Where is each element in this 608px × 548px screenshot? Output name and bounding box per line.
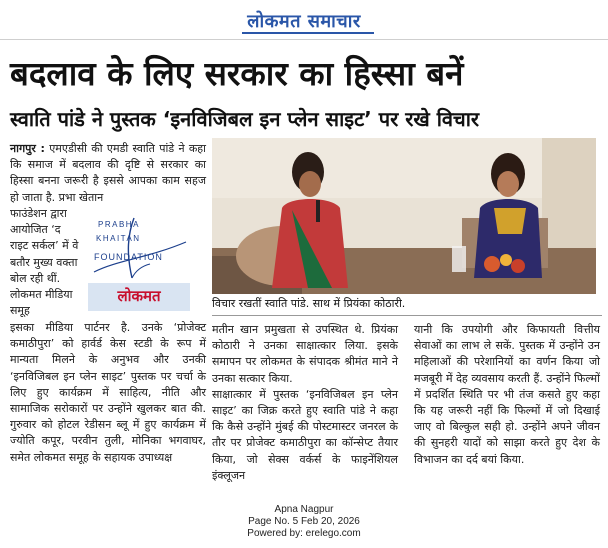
article-col3: यानी कि उपयोगी और किफायती वित्तीय सेवाओं का लाभ ले सकें. पुस्तक में उन्होंने उन महिलाओं की परेशानियों का वर्णन किया जो मजबूरी में देह व्यवसाय करती हैं. उन्होंने फिल्मों में प्रदर्शित स्थिति पर भी तंज कसते हुए कहा कि यह जरूरी नहीं कि फिल्मों में जो दिखाई जाए वो बिल्कुल सही हो. उन्होंने अपने जीवन की सुनहरी यादों को साझा करते हुए देश के विभाजन का दर्द बयां किया. [414, 323, 600, 466]
article-col2-paragraph-1: मतीन खान प्रमुखता से उपस्थित थे. प्रियंका कोठारी ने उनका साक्षात्कार लिया. इसके समापन पर लोकमत के संपादक श्रीमंत माने ने उनका सत्कार किया. [212, 323, 398, 385]
footer-powered-by: Powered by: erelego.com [247, 528, 361, 539]
masthead [0, 0, 608, 40]
headline: बदलाव के लिए सरकार का हिस्सा बनें [10, 54, 464, 93]
article-col1-top-text: एमएडीसी की एमडी स्वाति पांडे ने कहा कि समाज में बदलाव की दृष्टि से सरकार का हिस्सा बनना जरूरी है इससे आपका काम सहज हो जाता है. प्रभा खेतान [10, 142, 206, 204]
article-col2-paragraph-2: साक्षात्कार में पुस्तक ‘इनविजिबल इन प्लेन साइट’ का जिक्र करते हुए स्वाति पांडे ने कहा कि कैसे उन्होंने मुंबई की पोस्टमास्टर जनरल के तौर पर प्रोजेक्ट कमाठीपुरा का कॉन्सेप्ट तैयार किया, जो सेक्स वर्कर्स के फाइनेंशियल इंक्लूजन [212, 387, 398, 482]
article-col2 [212, 322, 398, 484]
dateline: नागपुर : [10, 142, 45, 155]
newspaper-name: लोकमत समाचार [247, 11, 361, 32]
prabha-khaitan-foundation-logo [88, 212, 192, 284]
footer-page-date: Page No. 5 Feb 20, 2026 [248, 516, 360, 527]
page-footer [0, 504, 608, 540]
logo-line-2: KHAITAN [96, 234, 141, 243]
article-col1-top [10, 141, 206, 206]
lokmat-logo-text: लोकमत [117, 287, 161, 305]
event-photo [212, 138, 596, 294]
lokmat-logo [88, 283, 190, 311]
article-col1-bottom: इसका मीडिया पार्टनर है. उनके ‘प्रोजेक्ट कमाठीपुरा’ को हार्वर्ड केस स्टडी के रूप में मान्यता मिलने के अनुभव और उनकी ‘इनविजिबल इन प्लेन साइट’ पुस्तक पर चर्चा के लिए हुए कार्यक्रम में साहित्य, नीति और सामाजिक सरोकारों पर उन्होंने खुलकर बात की. गुरुवार को होटल रेडीसन ब्लू में हुए कार्यक्रम में ज्योति कपूर, परवीन तुली, मोनिका भगवाघर, समेत लोकमत समूह के सहायक उपाध्यक्ष [10, 321, 206, 464]
article-col1-side: फाउंडेशन द्वारा आयोजित ‘द राइट सर्कल’ में वे बतौर मुख्य वक्ता बोल रही थीं. लोकमत मीडिया समूह [10, 207, 79, 318]
caption-divider [212, 315, 602, 316]
footer-edition: Apna Nagpur [274, 504, 334, 515]
subheadline: स्वाति पांडे ने पुस्तक ‘इनविजिबल इन प्लेन साइट’ पर रखे विचार [10, 107, 480, 131]
masthead-underline [242, 32, 374, 34]
logo-line-3: FOUNDATION [94, 252, 163, 262]
logo-line-1: PRABHA [98, 220, 140, 229]
event-photo-illustration [212, 138, 596, 294]
photo-caption: विचार रखतीं स्वाति पांडे. साथ में प्रियंका कोठारी. [212, 297, 406, 310]
